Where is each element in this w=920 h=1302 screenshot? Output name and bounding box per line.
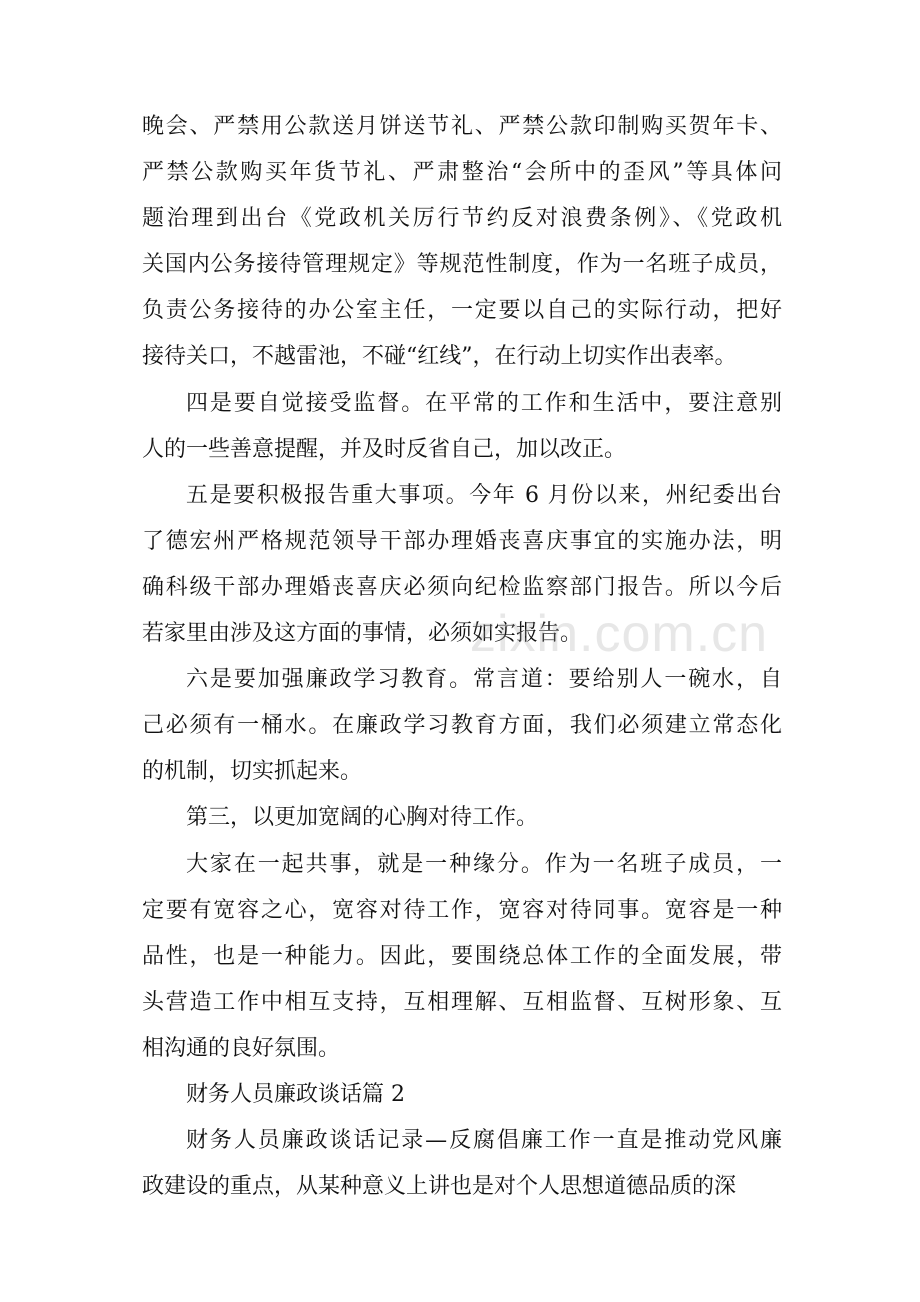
paragraph — [142, 1118, 782, 1210]
paragraph — [142, 842, 782, 1072]
paragraph — [142, 657, 782, 795]
paragraph — [142, 795, 782, 841]
watermark: zixin.com.cn — [470, 605, 769, 663]
text-line: 财务人员廉政谈话篇 2 — [186, 1081, 405, 1107]
text-line: 第三，以更加宽阔的心胸对待工作。 — [186, 805, 539, 831]
paragraph — [142, 104, 782, 381]
text-line: 己必须有一桶水。在廉政学习教育方面，我们必须建立常态化 — [142, 713, 782, 739]
document-body — [142, 104, 782, 1210]
text-line: 确科级干部办理婚丧喜庆必须向纪检监察部门报告。所以今后 — [142, 574, 782, 600]
text-line: 政建设的重点，从某种意义上讲也是对个人思想道德品质的深 — [142, 1174, 737, 1200]
text-line: 品性，也是一种能力。因此，要围绕总体工作的全面发展，带 — [142, 943, 782, 969]
text-line: 定要有宽容之心，宽容对待工作，宽容对待同事。宽容是一种 — [142, 897, 782, 923]
text-line: 关国内公务接待管理规定》等规范性制度，作为一名班子成员， — [142, 252, 782, 278]
paragraph — [142, 1072, 782, 1118]
text-line: 了德宏州严格规范领导干部办理婚丧喜庆事宜的实施办法，明 — [142, 528, 782, 554]
text-line: 财务人员廉政谈话记录—反腐倡廉工作一直是推动党风廉 — [186, 1128, 782, 1154]
paragraph — [142, 473, 782, 657]
text-line: 头营造工作中相互支持，互相理解、互相监督、互树形象、互 — [142, 989, 782, 1015]
text-line: 人的一些善意提醒，并及时反省自己，加以改正。 — [142, 436, 627, 462]
text-line: 五是要积极报告重大事项。今年 6 月份以来，州纪委出台 — [186, 482, 782, 508]
text-line: 题治理到出台《党政机关厉行节约反对浪费条例》、《党政机 — [142, 206, 782, 232]
text-line: 晚会、严禁用公款送月饼送节礼、严禁公款印制购买贺年卡、 — [142, 114, 782, 139]
text-line: 负责公务接待的办公室主任，一定要以自己的实际行动，把好 — [142, 298, 782, 324]
paragraph — [142, 381, 782, 473]
text-line: 若家里由涉及这方面的事情，必须如实报告。 — [142, 621, 583, 647]
text-line: 四是要自觉接受监督。在平常的工作和生活中，要注意别 — [186, 390, 782, 416]
text-line: 大家在一起共事，就是一种缘分。作为一名班子成员，一 — [186, 851, 782, 877]
text-line: 接待关口，不越雷池，不碰“红线”，在行动上切实作出表率。 — [142, 344, 737, 370]
text-line: 六是要加强廉政学习教育。常言道：要给别人一碗水，自 — [186, 667, 782, 693]
text-line: 相沟通的良好氛围。 — [142, 1035, 341, 1061]
text-line: 的机制，切实抓起来。 — [142, 759, 363, 785]
text-line: 严禁公款购买年货节礼、严肃整治“会所中的歪风”等具体问 — [142, 160, 782, 186]
